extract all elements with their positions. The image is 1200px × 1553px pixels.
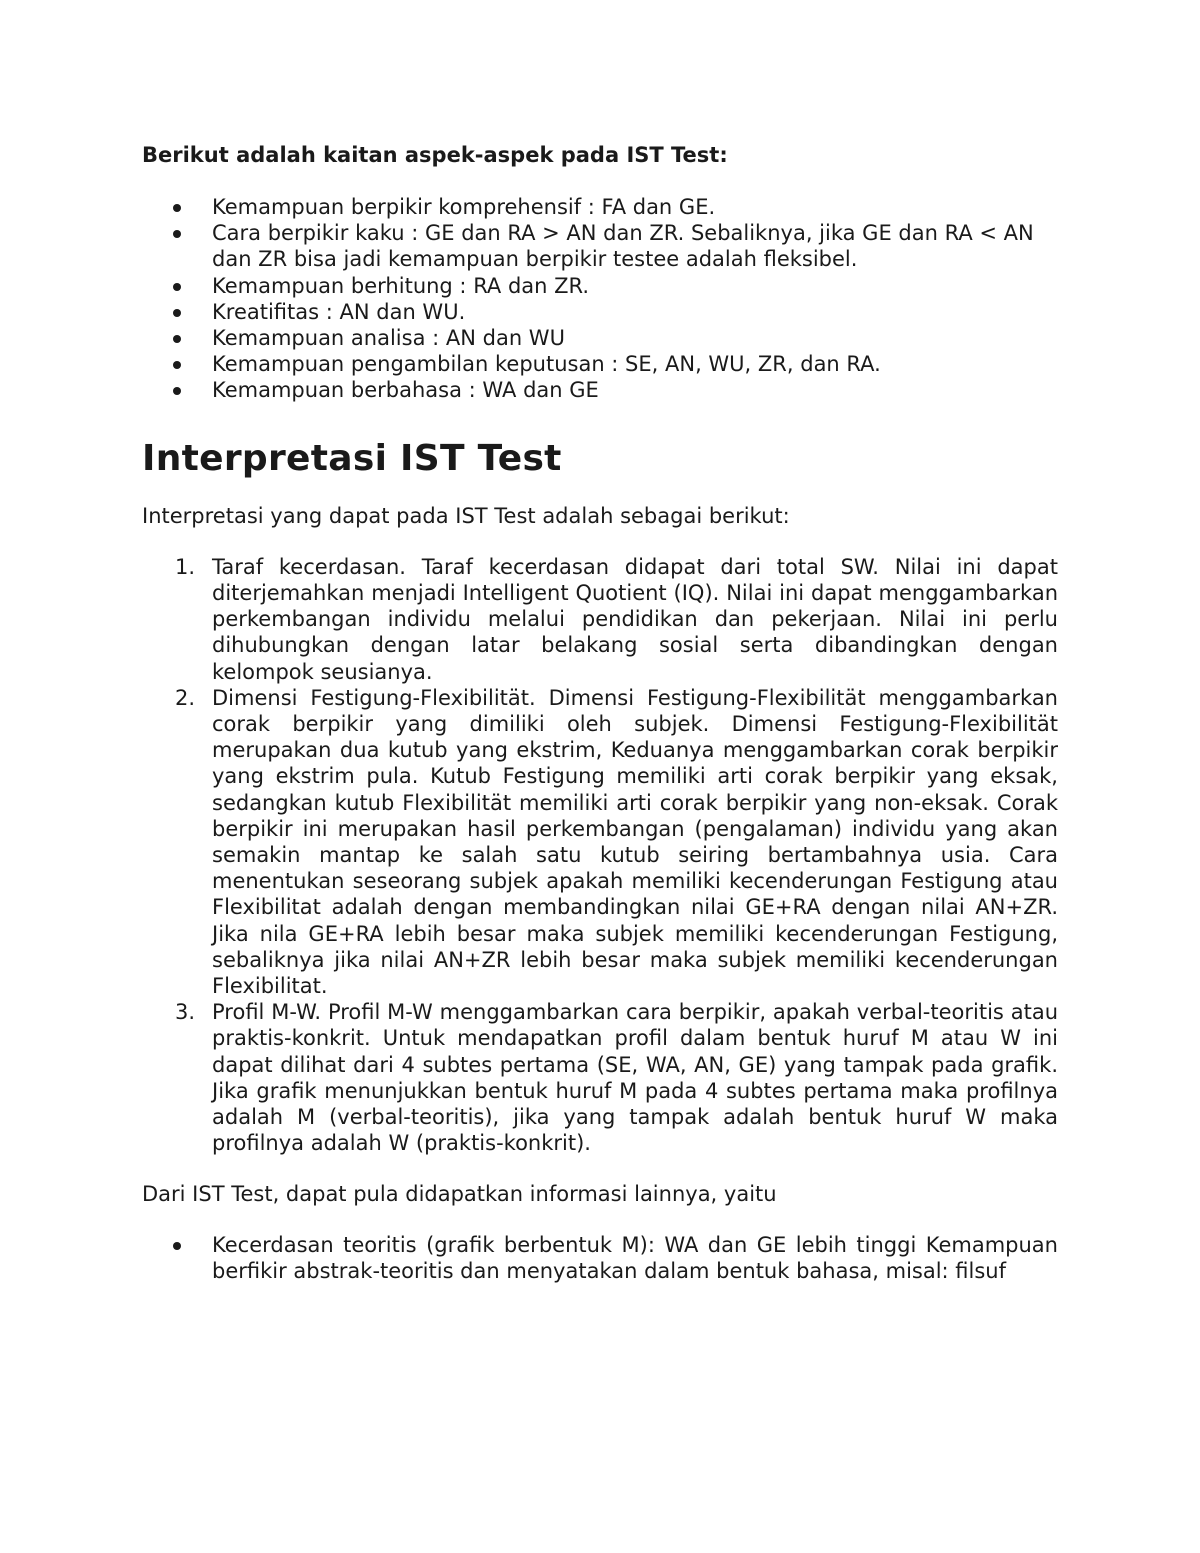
section-lead: Interpretasi yang dapat pada IST Test adalah sebagai berikut:	[142, 503, 790, 528]
list-item-text: Kemampuan pengambilan keputusan : SE, AN, WU, ZR, dan RA.	[212, 352, 881, 377]
section-title: Interpretasi IST Test	[142, 437, 562, 479]
list-item-text: Kreatifitas : AN dan WU.	[212, 299, 466, 324]
list-item-text: Kemampuan berbahasa : WA dan GE	[212, 378, 599, 403]
item-number: 2.	[175, 685, 196, 710]
numbered-item	[142, 554, 1058, 685]
list-item	[142, 273, 1058, 299]
list-item-text: Kemampuan berpikir komprehensif : FA dan GE.	[212, 195, 716, 219]
bullet-icon	[173, 1242, 181, 1250]
list-item	[142, 351, 1058, 377]
bullet-icon	[173, 283, 181, 291]
list-item-text: Cara berpikir kaku : GE dan RA > AN dan ZR. Sebaliknya, jika GE dan RA < AN dan ZR bisa jadi kemampuan berpikir testee adalah fleksibel.	[212, 221, 1034, 272]
bullet-icon	[173, 387, 181, 395]
info-list	[142, 1232, 1058, 1284]
list-item	[142, 299, 1058, 325]
numbered-item	[142, 999, 1058, 1156]
item-number: 3.	[175, 1000, 196, 1025]
item-number: 1.	[175, 554, 196, 579]
list-item	[142, 377, 1058, 403]
bullet-icon	[173, 204, 181, 212]
list-item	[142, 325, 1058, 351]
bullet-icon	[173, 361, 181, 369]
bullet-icon	[173, 335, 181, 343]
list-item	[142, 194, 1058, 220]
numbered-item-text: Taraf kecerdasan. Taraf kecerdasan didapat dari total SW. Nilai ini dapat diterjemahkan menjadi Intelligent Quotient (IQ). Nilai ini dapat menggambarkan perkembangan individu melalui pendidikan dan pekerjaan. Nilai ini perlu dihubungkan dengan latar belakang sosial serta dibandingkan dengan kelompok seusianya.	[212, 554, 1058, 684]
bullet-icon	[173, 309, 181, 317]
bullet-icon	[173, 230, 181, 238]
interpretation-list	[142, 554, 1058, 1157]
list-item-text: Kemampuan analisa : AN dan WU	[212, 326, 565, 351]
list-item-text: Kecerdasan teoritis (grafik berbentuk M): WA dan GE lebih tinggi Kemampuan berfikir abstrak-teoritis dan menyatakan dalam bentuk bahasa, misal: filsuf	[212, 1232, 1058, 1283]
document-page	[142, 140, 1058, 1284]
aspect-list	[142, 194, 1058, 404]
numbered-item	[142, 685, 1058, 999]
closing-paragraph: Dari IST Test, dapat pula didapatkan informasi lainnya, yaitu	[142, 1181, 777, 1206]
list-item-text: Kemampuan berhitung : RA dan ZR.	[212, 273, 590, 298]
numbered-item-text: Dimensi Festigung-Flexibilität. Dimensi Festigung-Flexibilität menggambarkan corak berpikir yang dimiliki oleh subjek. Dimensi Festigung-Flexibilität merupakan dua kutub yang ekstrim, Keduanya menggambarkan corak berpikir yang ekstrim pula. Kutub Festigung memiliki arti corak berpikir yang eksak, sedangkan kutub Flexibilität memiliki arti corak berpikir yang non-eksak. Corak berpikir ini merupakan hasil perkembangan (pengalaman) individu yang akan semakin mantap ke salah satu kutub seiring bertambahnya usia. Cara menentukan seseorang subjek apakah memiliki kecenderungan Festigung atau Flexibilitat adalah dengan membandingkan nilai GE+RA dengan nilai AN+ZR. Jika nila GE+RA lebih besar maka subjek memiliki kecenderungan Festigung, sebaliknya jika nilai AN+ZR lebih besar maka subjek memiliki kecenderungan Flexibilitat.	[212, 685, 1058, 999]
list-item	[142, 1232, 1058, 1284]
list-item	[142, 220, 1058, 272]
intro-heading: Berikut adalah kaitan aspek-aspek pada IST Test:	[142, 143, 728, 167]
numbered-item-text: Profil M-W. Profil M-W menggambarkan cara berpikir, apakah verbal-teoritis atau praktis-konkrit. Untuk mendapatkan profil dalam bentuk huruf M atau W ini dapat dilihat dari 4 subtes pertama (SE, WA, AN, GE) yang tampak pada grafik. Jika grafik menunjukkan bentuk huruf M pada 4 subtes pertama maka profilnya adalah M (verbal-teoritis), jika yang tampak adalah bentuk huruf W maka profilnya adalah W (praktis-konkrit).	[212, 1000, 1058, 1156]
